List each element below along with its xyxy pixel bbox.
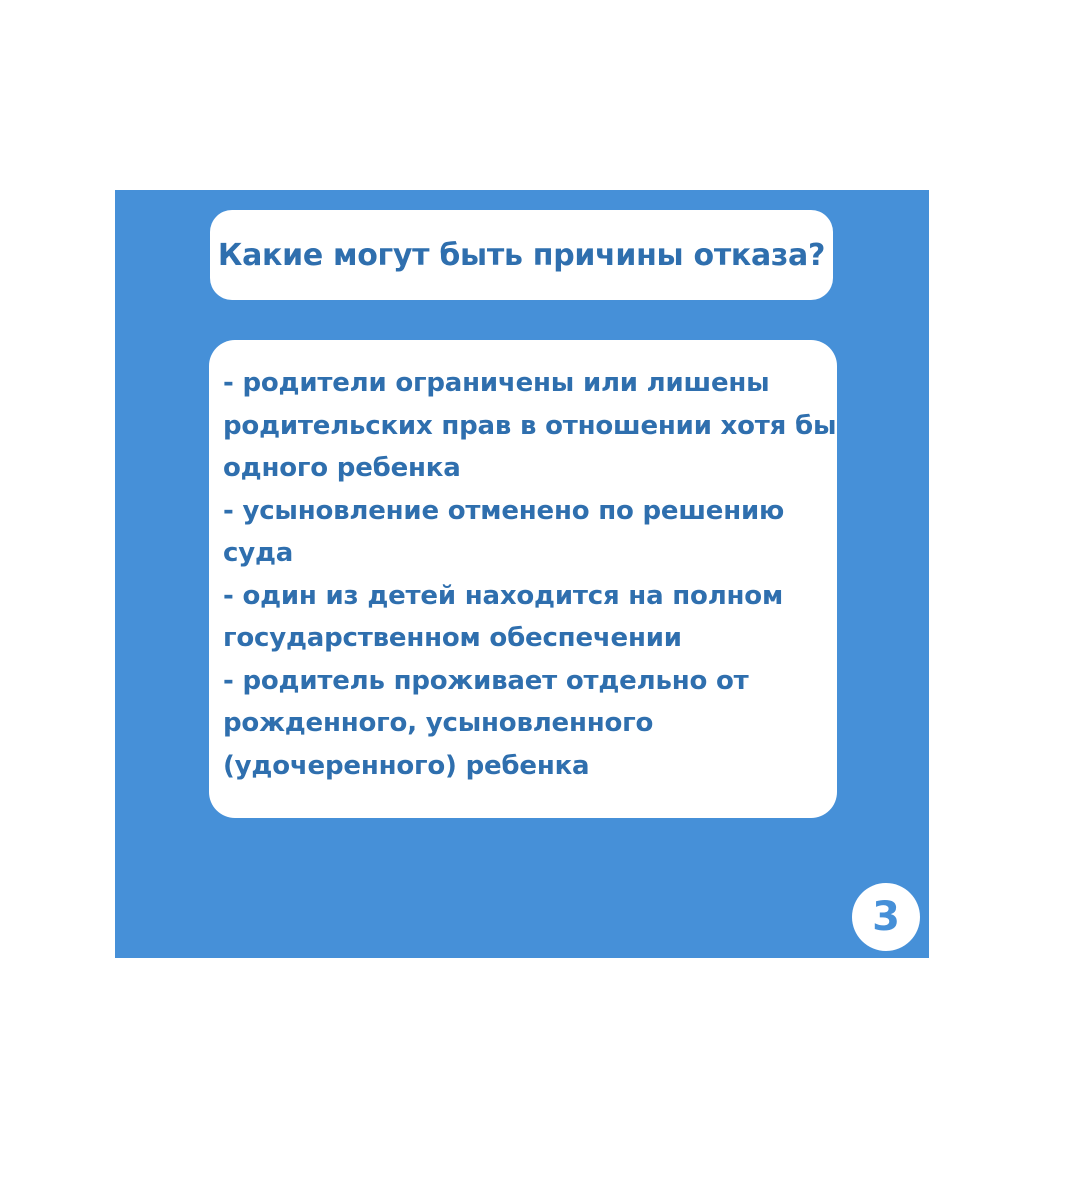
reason-line: (удочеренного) ребенка xyxy=(223,750,590,781)
reason-line: суда xyxy=(223,538,294,568)
slide-panel xyxy=(115,190,929,958)
reason-line: - родитель проживает отдельно от xyxy=(223,665,749,696)
reason-line: - родители ограничены или лишены xyxy=(223,368,770,398)
page-number-badge xyxy=(852,883,920,951)
title-card xyxy=(210,210,833,300)
slide-title: Какие могут быть причины отказа? xyxy=(217,237,826,273)
reason-line: одного ребенка xyxy=(223,453,461,483)
reasons-card xyxy=(209,340,837,818)
reason-line: государственном обеспечении xyxy=(223,623,682,653)
page-number: 3 xyxy=(872,894,900,940)
reason-line: - усыновление отменено по решению xyxy=(223,495,785,526)
reason-line: - один из детей находится на полном xyxy=(223,580,784,611)
reason-line: рожденного, усыновленного xyxy=(223,708,654,738)
reason-line: родительских прав в отношении хотя бы xyxy=(223,410,837,441)
